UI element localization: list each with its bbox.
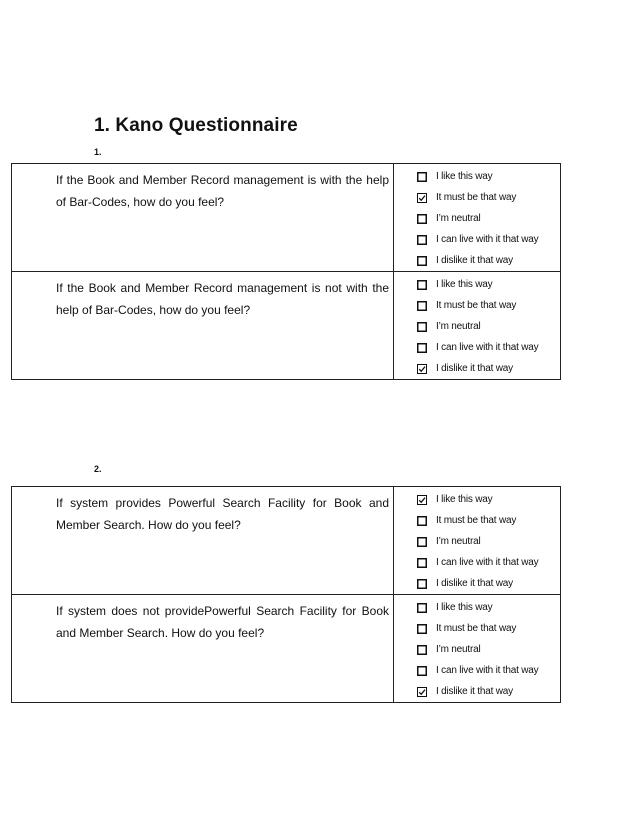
answer-option-label: I like this way: [436, 602, 493, 613]
checkbox-icon[interactable]: [417, 280, 427, 290]
checkbox-icon[interactable]: [417, 645, 427, 655]
answer-option[interactable]: [417, 187, 560, 208]
checkbox-icon[interactable]: [417, 558, 427, 568]
answer-option[interactable]: [417, 573, 560, 594]
question-row: [12, 595, 561, 703]
checkbox-icon[interactable]: [417, 537, 427, 547]
question-row: [12, 164, 561, 272]
answer-option-label: I’m neutral: [436, 321, 481, 332]
answer-option[interactable]: [417, 295, 560, 316]
answer-option-label: I dislike it that way: [436, 255, 513, 266]
question-cell: [12, 487, 394, 595]
answer-option[interactable]: [417, 552, 560, 573]
answer-option[interactable]: [417, 337, 560, 358]
checkbox-icon[interactable]: [417, 235, 427, 245]
question-text: If system does not providePowerful Search Facility for Book and Member Search. How do you feel?: [56, 604, 389, 640]
checkbox-icon[interactable]: [417, 666, 427, 676]
answer-option[interactable]: [417, 510, 560, 531]
answer-option-label: I dislike it that way: [436, 578, 513, 589]
checkbox-icon[interactable]: [417, 322, 427, 332]
checked-checkbox-icon[interactable]: [417, 193, 427, 203]
checkbox-icon[interactable]: [417, 603, 427, 613]
answer-option[interactable]: [417, 660, 560, 681]
answer-option-label: I can live with it that way: [436, 234, 539, 245]
answer-option[interactable]: [417, 618, 560, 639]
answer-option[interactable]: [417, 597, 560, 618]
answer-option-label: I dislike it that way: [436, 686, 513, 697]
answer-option-label: I dislike it that way: [436, 363, 513, 374]
answer-option[interactable]: [417, 639, 560, 660]
checkbox-icon[interactable]: [417, 172, 427, 182]
question-cell: [12, 164, 394, 272]
answer-option-label: I like this way: [436, 171, 493, 182]
checkbox-icon[interactable]: [417, 256, 427, 266]
answer-options-cell: [394, 164, 561, 272]
kano-question-table: [11, 163, 561, 380]
answer-option[interactable]: [417, 166, 560, 187]
answer-options-cell: [394, 487, 561, 595]
answer-option-label: It must be that way: [436, 623, 517, 634]
answer-option-label: I’m neutral: [436, 536, 481, 547]
question-row: [12, 487, 561, 595]
checkbox-icon[interactable]: [417, 516, 427, 526]
answer-option[interactable]: [417, 489, 560, 510]
checked-checkbox-icon[interactable]: [417, 687, 427, 697]
checked-checkbox-icon[interactable]: [417, 364, 427, 374]
answer-option[interactable]: [417, 208, 560, 229]
answer-option[interactable]: [417, 229, 560, 250]
kano-question-table: [11, 486, 561, 703]
checkbox-icon[interactable]: [417, 624, 427, 634]
checkbox-icon[interactable]: [417, 214, 427, 224]
answer-option[interactable]: [417, 681, 560, 702]
answer-options-cell: [394, 272, 561, 380]
answer-option-label: It must be that way: [436, 300, 517, 311]
checkbox-icon[interactable]: [417, 579, 427, 589]
answer-option-label: I like this way: [436, 494, 493, 505]
answer-option[interactable]: [417, 358, 560, 379]
answer-option-label: I can live with it that way: [436, 557, 539, 568]
question-text: If the Book and Member Record management is not with the help of Bar-Codes, how do you feel?: [56, 281, 389, 317]
answer-options-cell: [394, 595, 561, 703]
answer-option[interactable]: [417, 316, 560, 337]
answer-option[interactable]: [417, 250, 560, 271]
answer-option-label: I’m neutral: [436, 644, 481, 655]
question-row: [12, 272, 561, 380]
checkbox-icon[interactable]: [417, 301, 427, 311]
question-text: If system provides Powerful Search Facility for Book and Member Search. How do you feel?: [56, 496, 389, 532]
answer-option[interactable]: [417, 274, 560, 295]
answer-option[interactable]: [417, 531, 560, 552]
answer-option-label: I like this way: [436, 279, 493, 290]
page-title: 1. Kano Questionnaire: [94, 115, 298, 136]
answer-option-label: It must be that way: [436, 515, 517, 526]
answer-option-label: I can live with it that way: [436, 665, 539, 676]
question-text: If the Book and Member Record management is with the help of Bar-Codes, how do you feel?: [56, 173, 389, 209]
section-number: 2.: [94, 464, 102, 474]
question-cell: [12, 272, 394, 380]
checked-checkbox-icon[interactable]: [417, 495, 427, 505]
answer-option-label: It must be that way: [436, 192, 517, 203]
answer-option-label: I’m neutral: [436, 213, 481, 224]
answer-option-label: I can live with it that way: [436, 342, 539, 353]
question-cell: [12, 595, 394, 703]
checkbox-icon[interactable]: [417, 343, 427, 353]
section-number: 1.: [94, 147, 102, 157]
